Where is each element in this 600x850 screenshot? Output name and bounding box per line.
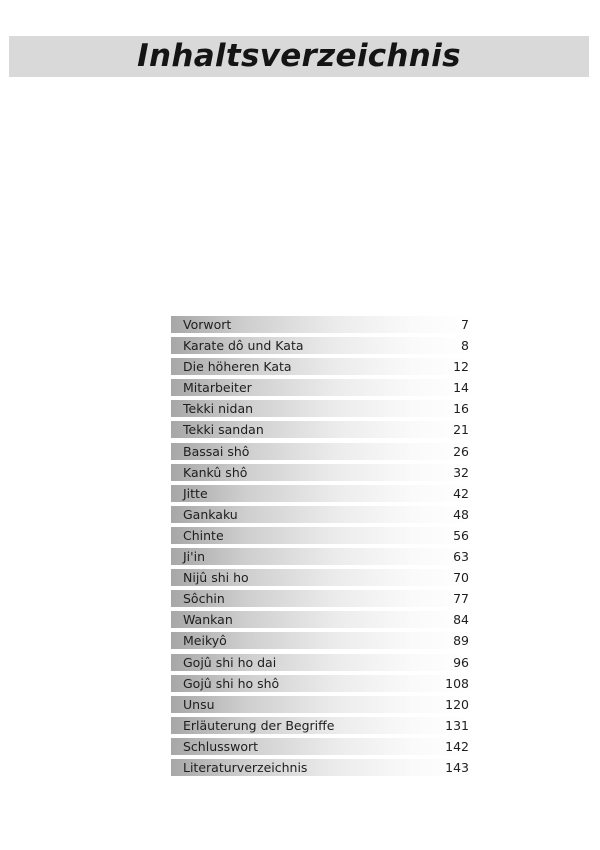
toc-entry-page: 14 <box>453 380 469 396</box>
toc-entry-page: 26 <box>453 443 469 459</box>
toc-entry-goju-shi-ho-sho[interactable] <box>171 675 474 692</box>
toc-entry-chinte[interactable] <box>171 527 474 544</box>
toc-entry-jitte[interactable] <box>171 485 474 502</box>
toc-entry-page: 7 <box>461 317 469 332</box>
toc-entry-label: Mitarbeiter <box>183 380 252 396</box>
toc-entry-unsu[interactable] <box>171 696 474 713</box>
toc-entry-label: Nijû shi ho <box>183 570 249 586</box>
toc-entry-page: 63 <box>453 549 469 565</box>
toc-entry-label: Wankan <box>183 612 233 628</box>
toc-entry-label: Sôchin <box>183 591 225 607</box>
toc-entry-page: 16 <box>453 401 469 417</box>
toc-entry-jiin[interactable] <box>171 548 474 565</box>
toc-entry-tekki-nidan[interactable] <box>171 400 474 417</box>
toc-entry-page: 143 <box>445 759 469 775</box>
toc-entry-page: 21 <box>453 422 469 438</box>
toc-entry-label: Tekki sandan <box>183 422 264 438</box>
toc-entry-label: Gojû shi ho shô <box>183 675 280 691</box>
toc-entry-label: Schlusswort <box>183 738 259 754</box>
toc-entry-page: 108 <box>445 675 469 691</box>
title-bar <box>9 36 589 77</box>
toc-entry-die-hoeheren-kata[interactable] <box>171 358 474 375</box>
toc-entry-page: 12 <box>453 359 469 375</box>
toc-entry-mitarbeiter[interactable] <box>171 379 474 396</box>
toc-entry-label: Tekki nidan <box>183 401 254 417</box>
toc-entry-label: Gojû shi ho dai <box>183 654 277 670</box>
toc-entry-page: 42 <box>453 485 469 501</box>
toc-entry-kanku-sho[interactable] <box>171 464 474 481</box>
toc-entry-page: 142 <box>445 738 469 754</box>
toc-entry-erlaeuterung-der-begriffe[interactable] <box>171 717 474 734</box>
toc-entry-page: 56 <box>453 527 469 543</box>
toc-entry-literaturverzeichnis[interactable] <box>171 759 474 776</box>
toc-entry-page: 48 <box>453 506 469 522</box>
toc-entry-label: Literaturverzeichnis <box>183 759 308 775</box>
toc-entry-tekki-sandan[interactable] <box>171 421 474 438</box>
toc-entry-sochin[interactable] <box>171 590 474 607</box>
toc-entry-goju-shi-ho-dai[interactable] <box>171 654 474 671</box>
toc-entry-label: Meikyô <box>183 633 227 649</box>
toc-entry-label: Chinte <box>183 527 224 543</box>
toc-entry-page: 120 <box>445 696 469 712</box>
toc-entry-page: 84 <box>453 612 469 628</box>
toc-entry-karate-do-und-kata[interactable] <box>171 337 474 354</box>
toc-entry-page: 70 <box>453 570 469 586</box>
toc-entry-label: Jitte <box>183 485 208 501</box>
toc-entry-wankan[interactable] <box>171 611 474 628</box>
toc-entry-gankaku[interactable] <box>171 506 474 523</box>
page-title: Inhaltsverzeichnis <box>137 38 461 74</box>
toc-entry-page: 131 <box>445 717 469 733</box>
toc-entry-meikyo[interactable] <box>171 632 474 649</box>
toc-entry-niju-shi-ho[interactable] <box>171 569 474 586</box>
table-of-contents <box>171 316 474 780</box>
toc-entry-page: 8 <box>461 338 469 354</box>
toc-entry-label: Kankû shô <box>183 464 248 480</box>
toc-entry-label: Erläuterung der Begriffe <box>183 717 335 733</box>
toc-entry-label: Vorwort <box>183 317 232 332</box>
toc-entry-vorwort[interactable] <box>171 316 474 333</box>
toc-entry-page: 89 <box>453 633 469 649</box>
toc-entry-label: Unsu <box>183 696 215 712</box>
toc-entry-page: 77 <box>453 591 469 607</box>
toc-entry-label: Ji'in <box>183 549 205 565</box>
toc-entry-label: Die höheren Kata <box>183 359 292 375</box>
toc-entry-schlusswort[interactable] <box>171 738 474 755</box>
toc-entry-label: Karate dô und Kata <box>183 338 304 354</box>
toc-entry-label: Bassai shô <box>183 443 250 459</box>
toc-entry-page: 96 <box>453 654 469 670</box>
toc-entry-label: Gankaku <box>183 506 238 522</box>
toc-entry-bassai-sho[interactable] <box>171 443 474 460</box>
toc-entry-page: 32 <box>453 464 469 480</box>
